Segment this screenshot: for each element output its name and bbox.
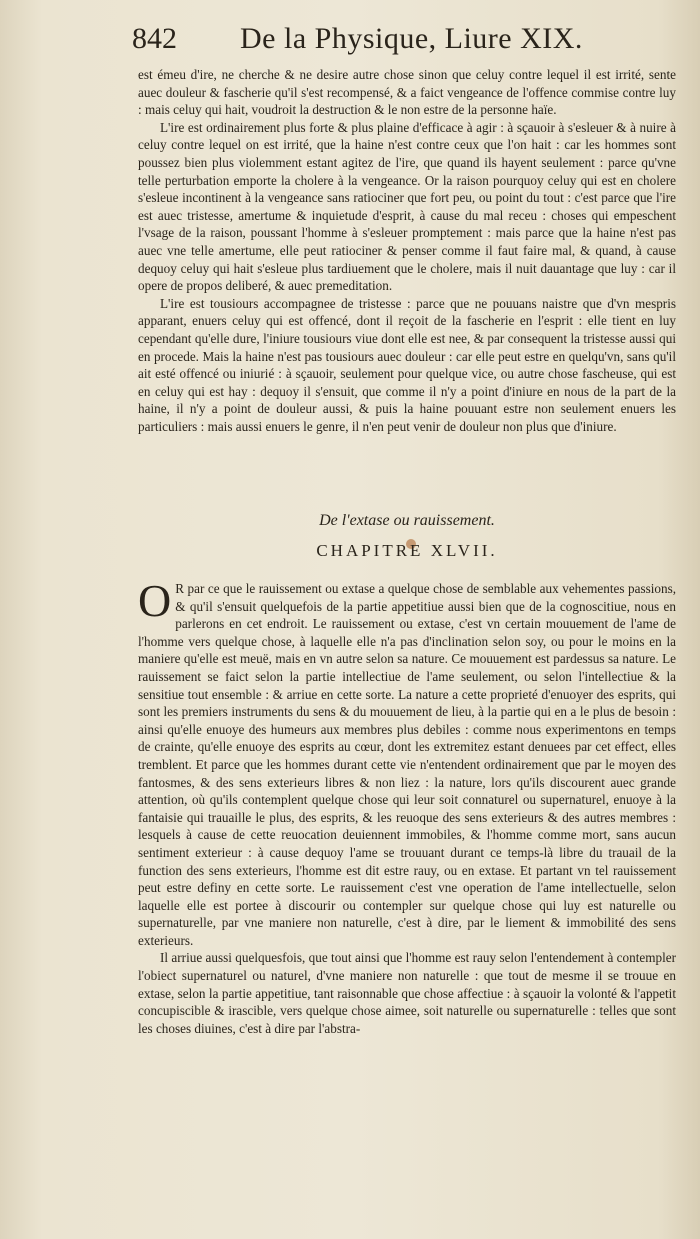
running-title: De la Physique, Liure XIX. xyxy=(240,22,583,55)
paragraph: L'ire est tousiours accompagnee de tristesse : parce que ne pouuans naistre que d'vn mespris apparant, enuers celuy qui est offencé, dont il reçoit de la fascherie en l'esprit : elle tient en luy cependant qu'elle dure, l'iniure tousiours viue dont elle est nee, & par consequent la tristesse aussi qui en procede. Mais la haine n'est pas tousiours auec douleur : car elle peut estre en quelqu'vn, sans qu'il ait esté offencé ou iniurié : à sçauoir, seulement pour quelque vice, ou autre chose fascheuse, qui est en celuy qui est hay : dequoy il s'ensuit, que comme il n'y a point d'iniure en nous de la part de la haine, il n'y a point de douleur aussi, & puis la haine pouuant estre non seulement enuers les particuliers : mais aussi enuers le genre, il n'en peut venir de douleur non plus que d'iniure. xyxy=(138,295,676,434)
page-number: 842 xyxy=(132,22,177,55)
paragraph: est émeu d'ire, ne cherche & ne desire autre chose sinon que celuy contre lequel il est irrité, sente auec douleur & fascherie qu'il s'est recompensé, & a faict vengeance de l'offence commise contre luy : mais celuy qui hait, voudroit la destruction & le non estre de la personne haïe. xyxy=(138,67,676,118)
paragraph: Il arriue aussi quelquesfois, que tout ainsi que l'homme est rauy selon l'entendement à contempler l'obiect supernaturel ou naturel, d'vne maniere non naturelle : que tout de mesme il se trouue en extase, selon la partie appetitiue, tant raisonnable que chose affectiue : à sçauoir la volonté & l'appetit concupiscible & irascible, vers quelque chose aimee, soit naturelle ou supernaturelle : telles que sont les choses diuines, c'est à dire par l'abstra- xyxy=(138,950,676,1036)
paragraph-text: R par ce que le rauissement ou extase a quelque chose de semblable aux vehementes passions, & qu'il s'ensuit quelquefois de la partie appetitiue aussi bien que de la cognoscitiue, nous en parlerons en cet endroit. Le rauissement ou extase, c'est vn certain mouuement de l'ame de l'homme vers quelque chose, à laquelle elle n'a pas d'inclination selon soy, ou pour le moins en la maniere qu'elle est meuë, mais en vn autre selon sa nature. Ce mouuement est pardessus sa nature. Le rauissement se faict selon la partie intellectiue de l'ame seulement, ou selon l'intellectiue & la sensitiue tout ensemble : & arriue en cette sorte. La nature a cette proprieté d'enuoyer des esprits, qui sont les premiers instruments du sens & du mouuement de lieu, à la partie qui en a le plus de besoin : ainsi qu'elle enuoye des humeurs aux membres plus debiles : comme nous experimentons en temps de crainte, qu'elle enuoye des esprits au cœur, dont les extremitez estant denuees par cet effect, elles tremblent. Et parce que les hommes durant cette vie n'entendent ordinairement que par le moyen des fantosmes, & des sens exterieurs libres & non liez : la nature, lors qu'ils discourent auec grande attention, où qu'ils contemplent quelque chose qui leur soit connaturel ou supernaturel, enuoye à la fantaisie qui trauaille le plus, des esprits, & les reuoque des sens exterieurs & des autres membres : lesquels à cause de cette reuocation deuiennent immobiles, & l'homme comme mort, sans aucun sentiment exterieur : à cause dequoy l'ame se trouuant durant ce temps-là libre du trauail de la function des sens exterieurs, l'homme est dit estre rauy, ou en extase. Et partant vn tel rauissement peut estre definy en cette sorte. Le rauissement c'est vne operation de l'ame intellectuelle, selon laquelle elle est portee à discourir ou contempler sur quelque chose qui luy est naturelle ou supernaturelle, par vne maniere non naturelle, c'est à dire, par le liement & immobilité des sens exterieurs. xyxy=(138,581,676,948)
page-header xyxy=(132,18,604,64)
paragraph xyxy=(138,575,676,949)
paragraph: L'ire est ordinairement plus forte & plus plaine d'efficace à agir : à sçauoir à s'esleuer & à nuire à celuy contre lequel on est irrité, que la haine n'est contre ceux que l'on hait : car les hommes sont poussez bien plus violemment estant agitez de l'ire, que quand ils hayent seulement : parce qu'vne telle perturbation emporte la cholere à la vengeance. Or la raison pourquoy celuy qui est en cholere s'esleue incontinent à la vengeance sans ratiociner que fort peu, ou point du tout : c'est parce que l'ire est auec tristesse, amertume & inquietude d'esprit, à cause du mal receu : choses qui empeschent l'vsage de la raison, poussant l'homme à s'esleuer promptement : mais parce que la haine n'est pas auec vne telle amertume, elle peut ratiociner & penser comme il faut faire mal, & quand, à cause dequoy celuy qui hait s'esleue plus tardiuement que le cholere, mais il nuit dauantage que luy : car il opere de propos deliberé, & auec premeditation. xyxy=(138,119,676,294)
text-block-extase xyxy=(138,575,676,1037)
section-title: De l'extase ou rauissement. xyxy=(319,512,495,529)
text-block-ire-haine xyxy=(138,66,676,435)
drop-cap: O xyxy=(138,575,172,626)
chapter-title: CHAPITRE XLVII. xyxy=(316,541,498,560)
